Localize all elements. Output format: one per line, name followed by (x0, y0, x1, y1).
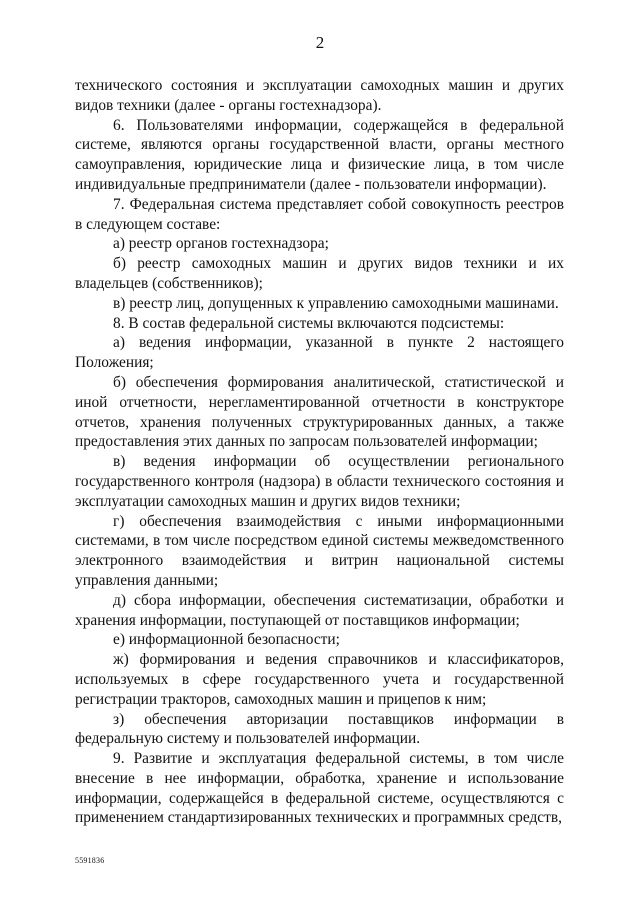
page-number: 2 (315, 33, 325, 52)
paragraph-item-9: 9. Развитие и эксплуатация федеральной системы, в том числе внесение в нее информации, обработка, хранение и использование информации, содержащейся в федеральной системе, осуществляются с применением стандартизированных технических и программных средств, (75, 750, 564, 827)
subitem-8a: а) ведения информации, указанной в пункте 2 настоящего Положения; (75, 334, 564, 372)
paragraph-item-8: 8. В состав федеральной системы включаются подсистемы: (113, 314, 505, 332)
subitem-8b: б) обеспечения формирования аналитической, статистической и иной отчетности, нерегламентированной отчетности в конструкторе отчетов, хранения полученных структурированных данных, а также предоставления этих данных по запросам пользователей информации; (75, 373, 564, 451)
subitem-7b: б) реестр самоходных машин и других видов техники и их владельцев (собственников); (75, 255, 564, 292)
paragraph-continuation: технического состояния и эксплуатации самоходных машин и других видов техники (далее - органы гостехнадзора). (75, 77, 564, 114)
subitem-8e: е) информационной безопасности; (113, 631, 340, 649)
subitem-8zh: ж) формирования и ведения справочников и классификаторов, используемых в сфере государственного учета и государственной регистрации тракторов, самоходных машин и прицепов к ним; (75, 651, 564, 708)
subitem-7v: в) реестр лиц, допущенных к управлению самоходными машинами. (113, 294, 559, 312)
subitem-8z: з) обеспечения авторизации поставщиков информации в федеральную систему и пользователей информации. (75, 710, 564, 748)
document-code: 5591836 (75, 856, 105, 865)
subitem-8v: в) ведения информации об осуществлении регионального государственного контроля (надзора) в области технического состояния и эксплуатации самоходных машин и других видов техники; (75, 453, 564, 510)
subitem-7a: а) реестр органов гостехнадзора; (113, 235, 329, 253)
subitem-8d: д) сбора информации, обеспечения систематизации, обработки и хранения информации, поступающей от поставщиков информации; (75, 591, 564, 629)
paragraph-item-7: 7. Федеральная система представляет собой совокупность реестров в следующем составе: (75, 195, 564, 233)
subitem-8g: г) обеспечения взаимодействия с иными информационными системами, в том числе посредством единой системы межведомственного электронного взаимодействия и витрин национальной системы управления данными; (75, 512, 564, 589)
paragraph-item-6: 6. Пользователями информации, содержащейся в федеральной системе, являются органы государственной власти, органы местного самоуправления, юридические лица и физические лица, в том числе индивидуальные предприниматели (далее - пользователи информации). (75, 116, 564, 193)
document-body (75, 76, 564, 828)
